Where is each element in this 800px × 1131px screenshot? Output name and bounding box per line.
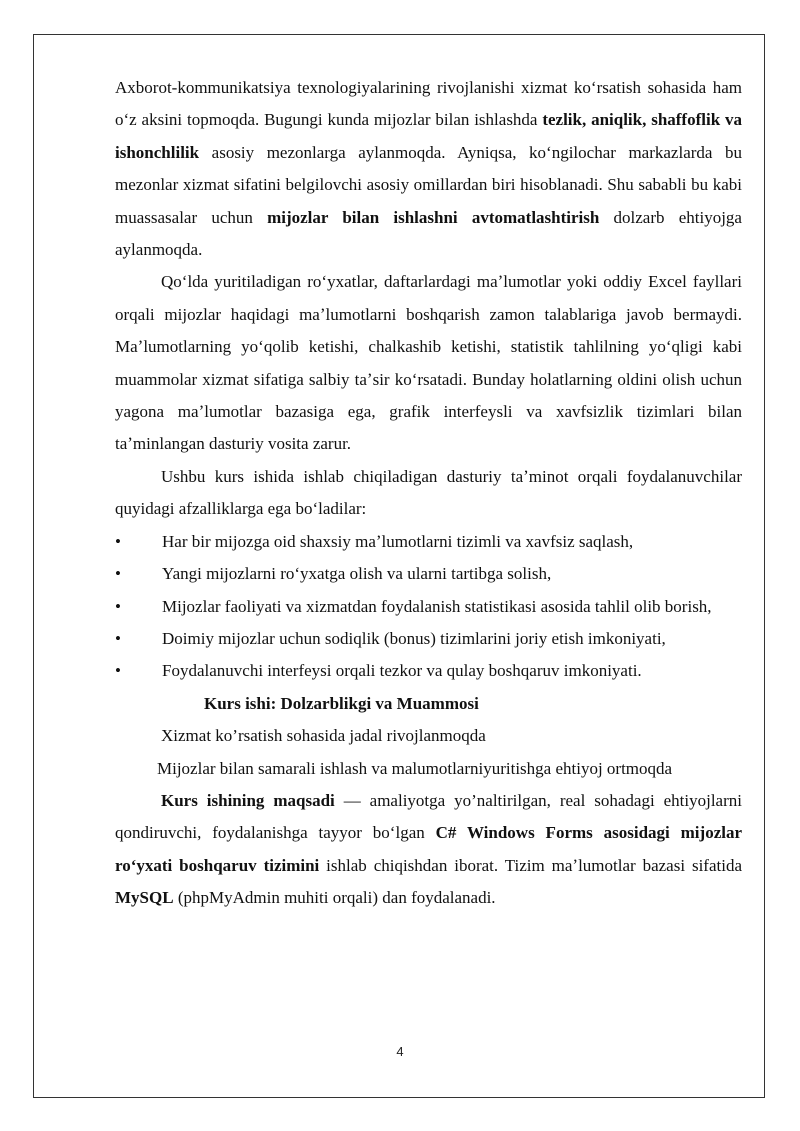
list-item-text: Mijozlar faoliyati va xizmatdan foydalanish statistikasi asosida tahlil olib borish, (162, 596, 712, 616)
list-item-text: Foydalanuvchi interfeysi orqali tezkor va qulay boshqaruv imkoniyati. (162, 661, 642, 681)
list-item-text: Doimiy mijozlar uchun sodiqlik (bonus) tizimlarini joriy etish imkoniyati, (162, 628, 666, 648)
list-item (115, 655, 742, 687)
bullet-icon: • (115, 531, 121, 551)
bullet-icon: • (115, 564, 121, 584)
page-number: 4 (396, 1044, 404, 1059)
paragraph-intro-bold-2: mijozlar bilan ishlashni avtomatlashtirish (267, 207, 600, 227)
list-item (115, 623, 742, 655)
paragraph-goal-text-1: — amaliyotga yo’naltirilgan, real sohadagi ehtiyojlarni qondiruvchi, foydalanishga tayyor boʻlgan (115, 790, 742, 843)
paragraph-goal (115, 785, 742, 915)
bullet-icon: • (115, 661, 121, 681)
paragraph-goal-bold-3: MySQL (115, 888, 174, 908)
paragraph-intro-text-3: dolzarb ehtiyojga aylanmoqda. (115, 207, 742, 260)
bullet-icon: • (115, 596, 121, 616)
paragraph-goal-bold-2: C# Windows Forms asosidagi mijozlar roʻyxati boshqaruv tizimini (115, 823, 743, 875)
list-item (115, 591, 742, 623)
paragraph-intro-bold-1: tezlik, aniqlik, shaffoflik va ishonchlilik (115, 110, 742, 162)
relevance-line-2: Mijozlar bilan samarali ishlash va malumotlarniyuritishga ehtiyoj ortmoqda (157, 758, 673, 778)
paragraph-problem: Qoʻlda yuritiladigan roʻyxatlar, daftarlardagi maʼlumotlar yoki oddiy Excel fayllari orqali mijozlar haqidagi maʼlumotlarni boshqarish zamon talablariga javob bermaydi. Maʼlumotlarning yoʻqolib ketishi, chalkashib ketishi, statistik tahlilning yoʻqligi kabi muammolar xizmat sifatiga salbiy taʼsir koʻrsatadi. Bunday holatlarning oldini olish uchun yagona maʼlumotlar bazasiga ega, grafik interfeysli va xavfsizlik tizimlari bilan taʼminlangan dasturiy vosita zarur. (115, 272, 742, 454)
relevance-line-1: Xizmat ko’rsatish sohasida jadal rivojlanmoqda (161, 726, 486, 746)
list-item-text: Yangi mijozlarni roʻyxatga olish va ularni tartibga solish, (162, 564, 552, 584)
section-heading: Kurs ishi: Dolzarblikgi va Muammosi (204, 693, 479, 713)
paragraph-benefits-intro: Ushbu kurs ishida ishlab chiqiladigan dasturiy taʼminot orqali foydalanuvchilar quyidagi afzalliklarga ega boʻladilar: (115, 466, 742, 519)
bullet-icon: • (115, 628, 121, 648)
document-body (115, 72, 742, 915)
list-item-text: Har bir mijozga oid shaxsiy maʼlumotlarni tizimli va xavfsiz saqlash, (162, 531, 634, 551)
paragraph-goal-text-2: ishlab chiqishdan iborat. Tizim maʼlumotlar bazasi sifatida (319, 855, 742, 875)
paragraph-goal-text-3: (phpMyAdmin muhiti orqali) dan foydalanadi. (173, 888, 496, 908)
paragraph-intro-text-2: asosiy mezonlarga aylanmoqda. Ayniqsa, koʻngilochar markazlarda bu mezonlar xizmat sifatini belgilovchi asosiy omillardan biri hisoblanadi. Shu sababli bu kabi muassasalar uchun (115, 142, 742, 227)
list-item (115, 558, 742, 590)
paragraph-intro-text-1: Axborot-kommunikatsiya texnologiyalarining rivojlanishi xizmat koʻrsatish sohasida ham oʻz aksini topmoqda. Bugungi kunda mijozlar bilan ishlashda (115, 78, 742, 130)
paragraph-goal-bold-1: Kurs ishining maqsadi (161, 790, 335, 810)
paragraph-intro (115, 72, 742, 266)
list-item (115, 526, 742, 558)
